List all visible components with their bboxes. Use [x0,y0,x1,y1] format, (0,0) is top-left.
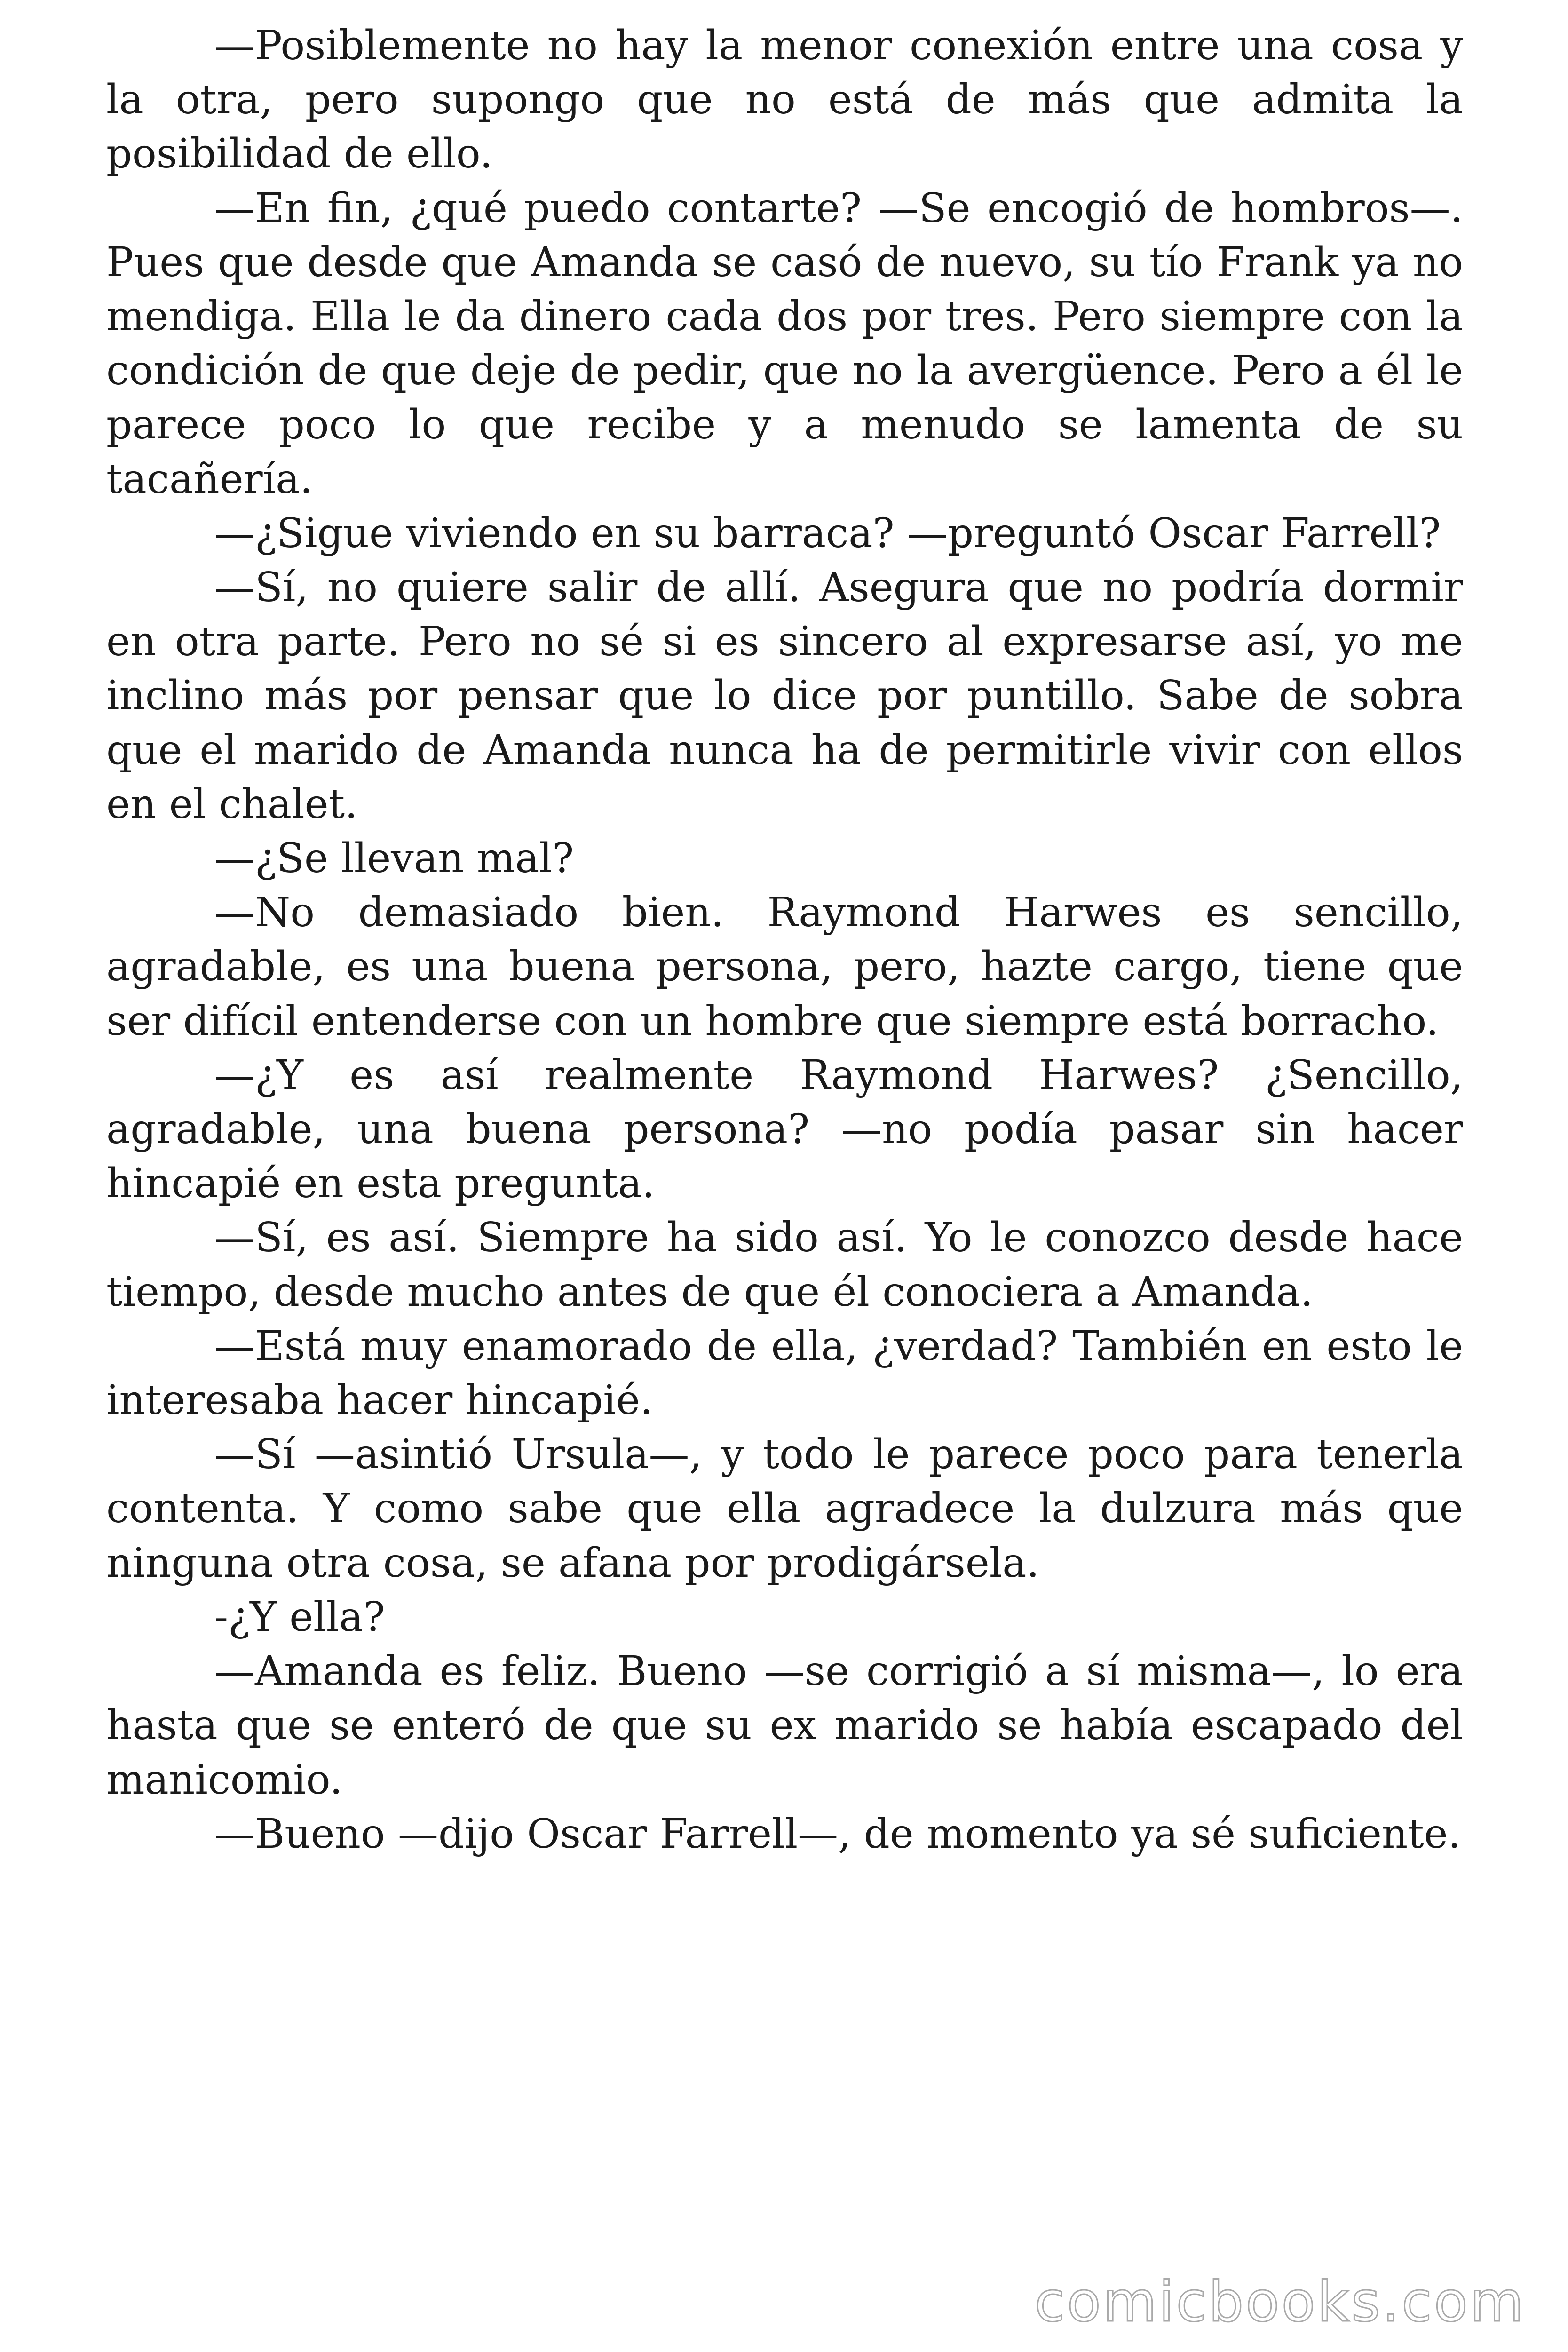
paragraph: —¿Sigue viviendo en su barraca? —preguntó Oscar Farrell? [214,509,1441,557]
page-body-text [106,19,1463,1861]
paragraph: —¿Se llevan mal? [214,835,574,882]
paragraph: —Posiblemente no hay la menor conexión entre una cosa y la otra, pero supongo que no está de más que admita la posibilidad de ello. [106,22,1463,178]
paragraph: —Sí, es así. Siempre ha sido así. Yo le conozco desde hace tiempo, desde mucho antes de que él conociera a Amanda. [106,1214,1463,1316]
paragraph: -¿Y ella? [214,1593,385,1641]
paragraph: —No demasiado bien. Raymond Harwes es sencillo, agradable, es una buena persona, pero, hazte cargo, tiene que ser difícil entenderse con un hombre que siempre está borracho. [106,889,1463,1045]
paragraph: —Sí, no quiere salir de allí. Asegura que no podría dormir en otra parte. Pero no sé si es sincero al expresarse así, yo me inclino más por pensar que lo dice por puntillo. Sabe de sobra que el marido de Amanda nunca ha de permitirle vivir con ellos en el chalet. [106,564,1463,828]
watermark: comicbooks.com [1034,2269,1526,2334]
paragraph: —Sí —asintió Ursula—, y todo le parece poco para tenerla contenta. Y como sabe que ella agradece la dulzura más que ninguna otra cosa, se afana por prodigársela. [106,1431,1463,1587]
paragraph: —En fin, ¿qué puedo contarte? —Se encogió de hombros—. Pues que desde que Amanda se casó de nuevo, su tío Frank ya no mendiga. Ella le da dinero cada dos por tres. Pero siempre con la condición de que deje de pedir, que no la avergüence. Pero a él le parece poco lo que recibe y a menudo se lamenta de su tacañería. [106,184,1463,503]
paragraph: —¿Y es así realmente Raymond Harwes? ¿Sencillo, agradable, una buena persona? —no podía pasar sin hacer hincapié en esta pregunta. [106,1051,1463,1208]
paragraph: —Está muy enamorado de ella, ¿verdad? También en esto le interesaba hacer hincapié. [106,1322,1463,1424]
paragraph: —Amanda es feliz. Bueno —se corrigió a sí misma—, lo era hasta que se enteró de que su ex marido se había escapado del manicomio. [106,1648,1463,1804]
paragraph: —Bueno —dijo Oscar Farrell—, de momento ya sé suficiente. [214,1810,1461,1858]
